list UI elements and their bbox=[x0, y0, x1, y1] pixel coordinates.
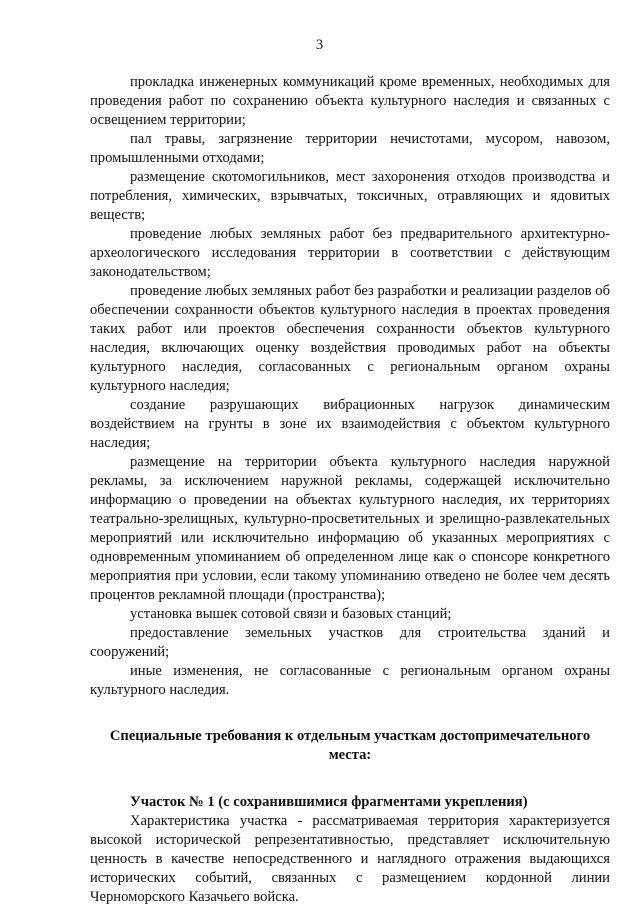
section-heading: Специальные требования к отдельным участкам достопримечательного места: bbox=[109, 728, 591, 763]
document-body bbox=[90, 73, 610, 907]
restriction-item: создание разрушающих вибрационных нагрузок динамическим воздействием на грунты в зоне их взаимодействия с объектом культурного наследия; bbox=[90, 397, 610, 451]
restriction-item: пал травы, загрязнение территории нечистотами, мусором, навозом, промышленными отходами; bbox=[90, 131, 610, 166]
restriction-item: иные изменения, не согласованные с региональным органом охраны культурного наследия. bbox=[90, 663, 610, 698]
restriction-item: прокладка инженерных коммуникаций кроме временных, необходимых для проведения работ по сохранению объекта культурного наследия и связанных с освещением территории; bbox=[90, 74, 610, 128]
restriction-item: предоставление земельных участков для строительства зданий и сооружений; bbox=[90, 625, 610, 660]
restriction-item: проведение любых земляных работ без разработки и реализации разделов об обеспечении сохранности объектов культурного наследия в проектах проведения таких работ или проектов обеспечения сохранности объектов культурного наследия, включающих оценку воздействия проводимых работ на объекты культурного наследия, согласованных с региональным органом охраны культурного наследия; bbox=[90, 283, 610, 394]
restriction-item: размещение скотомогильников, мест захоронения отходов производства и потребления, химических, взрывчатых, токсичных, отравляющих и ядовитых веществ; bbox=[90, 169, 610, 223]
plot-heading: Участок № 1 (с сохранившимися фрагментами укрепления) bbox=[130, 794, 528, 810]
plot-description: Характеристика участка - рассматриваемая территория характеризуется высокой исторической репрезентативностью, представляет исключительную ценность в качестве непосредственного и наглядного отражения выдающихся исторических событий, связанных с размещением кордонной линии Черноморского Казачьего войска. bbox=[90, 813, 610, 905]
page-number: 3 bbox=[315, 37, 324, 53]
restriction-item: установка вышек сотовой связи и базовых станций; bbox=[130, 606, 452, 622]
restriction-item: проведение любых земляных работ без предварительного архитектурно-археологического исследования территории в соответствии с действующим законодательством; bbox=[90, 226, 610, 280]
restriction-item: размещение на территории объекта культурного наследия наружной рекламы, за исключением наружной рекламы, содержащей исключительно информацию о проведении на объектах культурного наследия, их территориях театрально-зрелищных, культурно-просветительных и зрелищно-развлекательных мероприятий или исключительно информацию об указанных мероприятиях с одновременным упоминанием об определенном лице как о спонсоре конкретного мероприятия при условии, если такому упоминанию отведено не более чем десять процентов рекламной площади (пространства); bbox=[90, 454, 610, 603]
